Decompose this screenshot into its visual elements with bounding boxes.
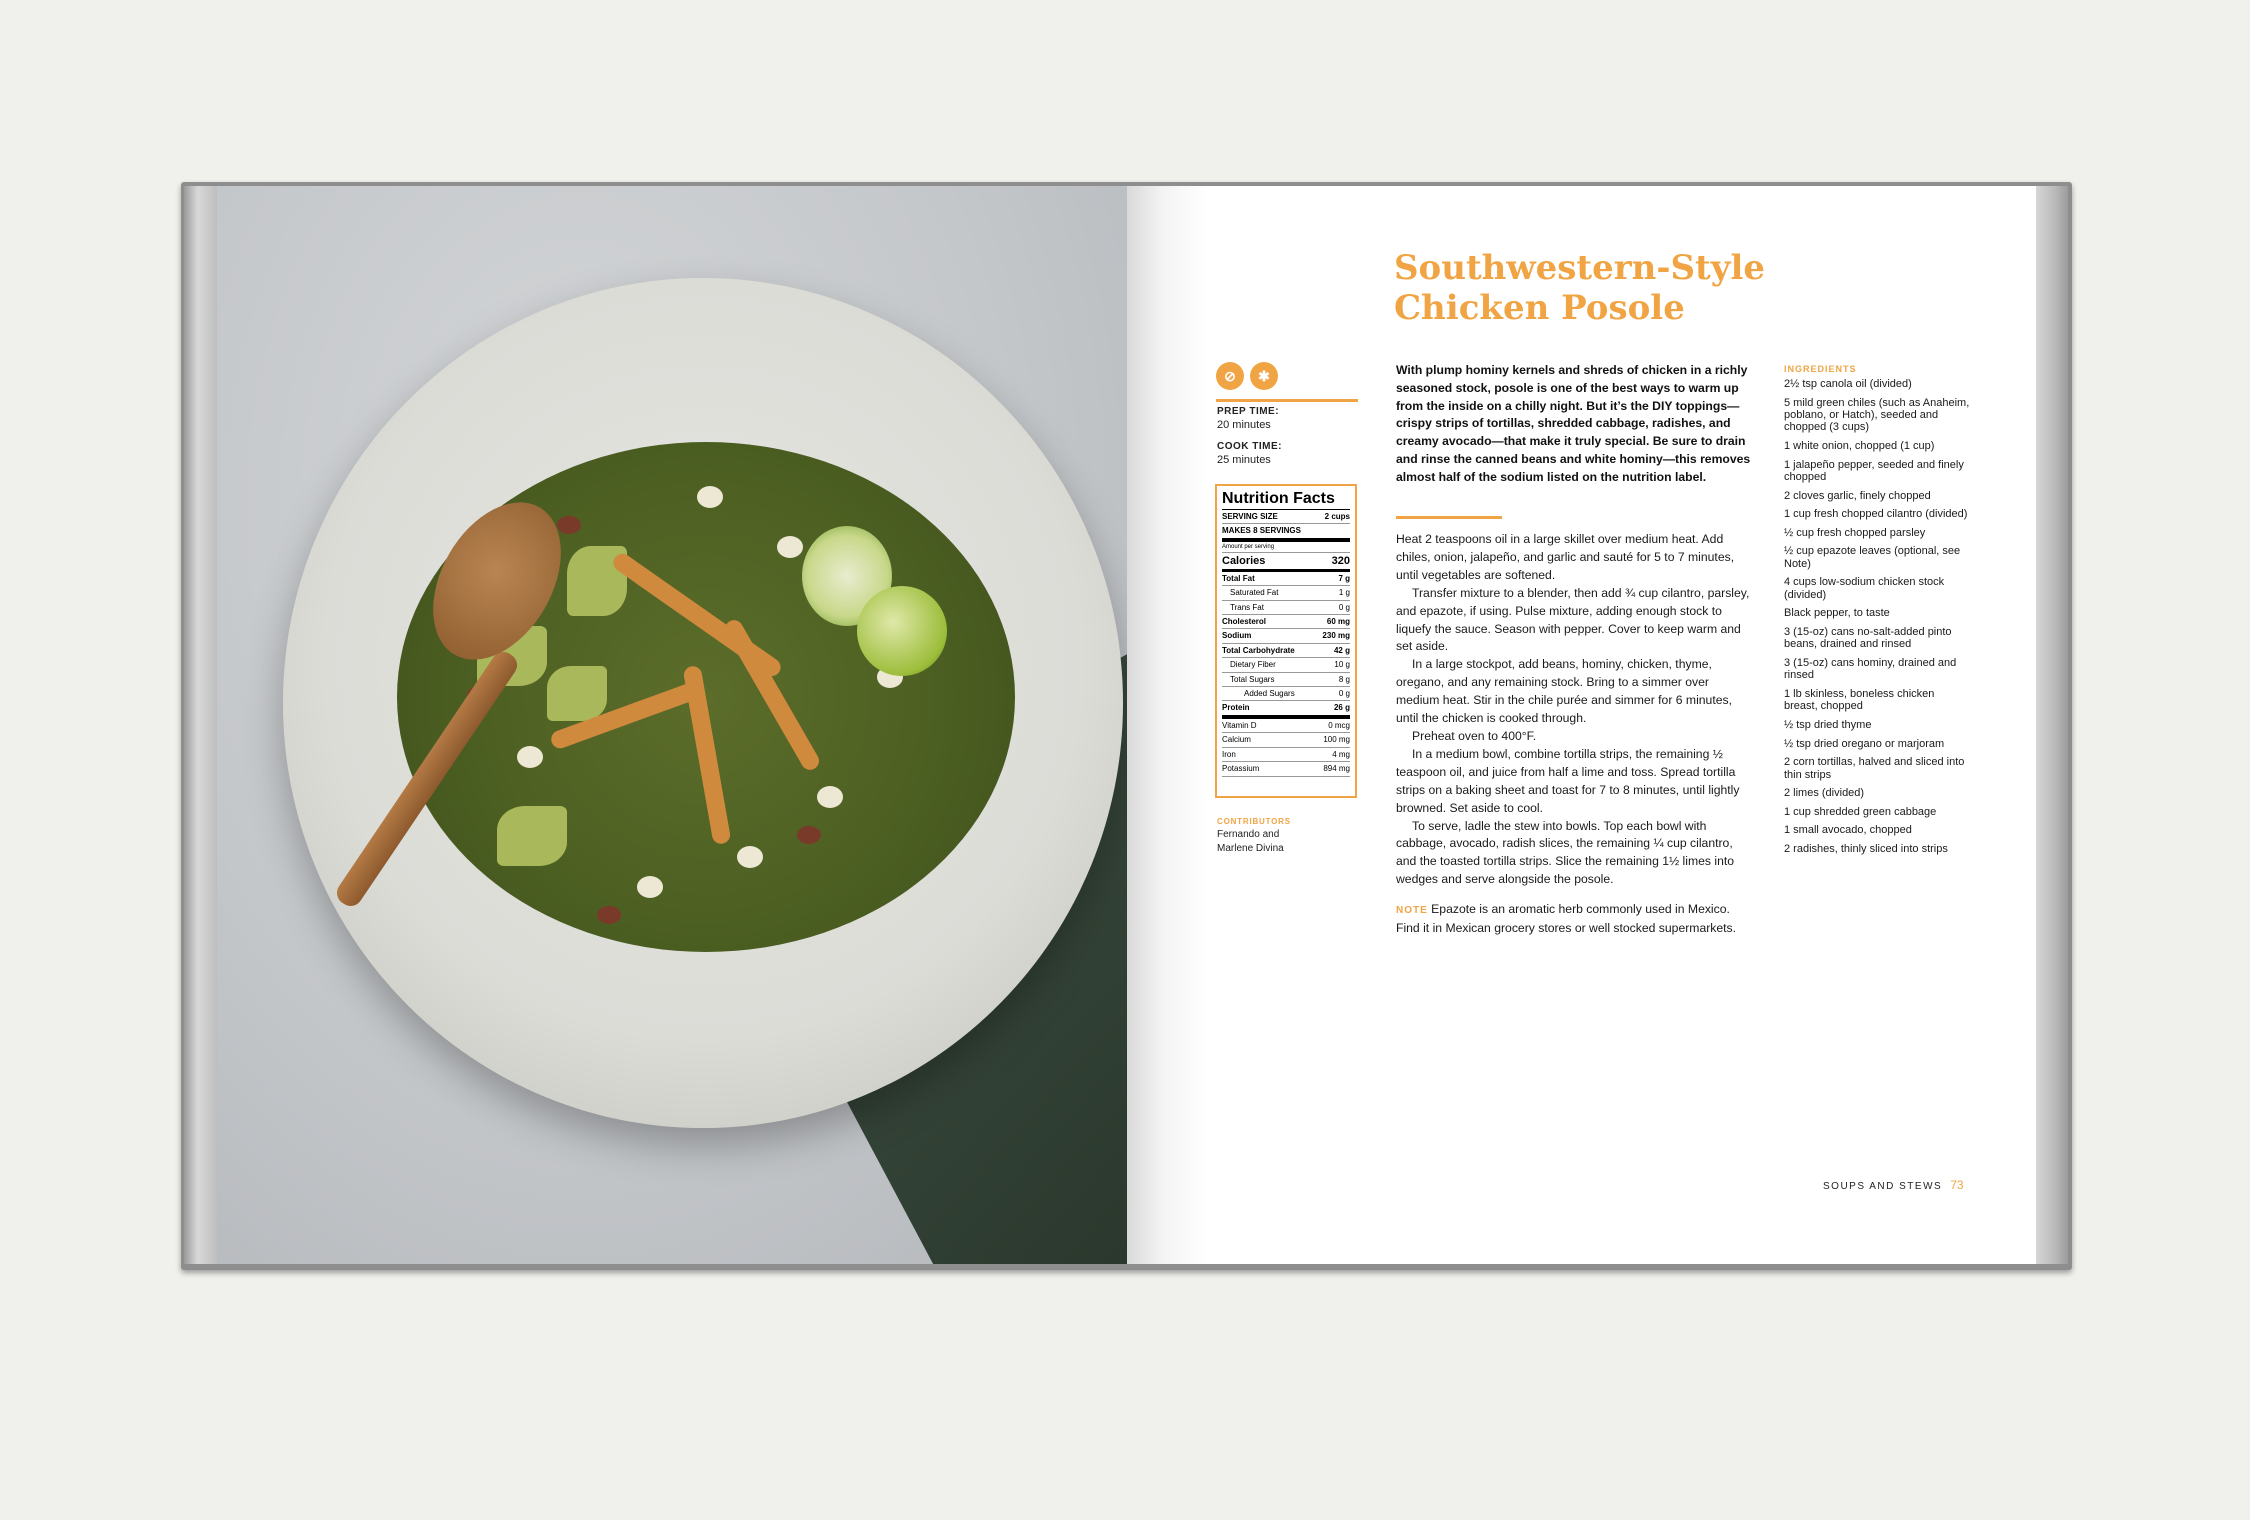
calories-row: Calories 320 [1222, 553, 1350, 572]
nutrient-row: Cholesterol 60 mg [1222, 615, 1350, 629]
hominy-kernel [637, 876, 663, 898]
sidebar-rule [1216, 399, 1358, 402]
page-edges-left [184, 186, 218, 1264]
ingredient-item: ½ cup epazote leaves (optional, see Note) [1784, 545, 1961, 570]
ingredient-item: Black pepper, to taste [1784, 607, 1890, 620]
ingredients-heading: INGREDIENTS [1784, 364, 1857, 374]
title-line-1: Southwestern-Style [1394, 248, 1766, 288]
hominy-kernel [517, 746, 543, 768]
hominy-kernel [777, 536, 803, 558]
nutrient-row: Total Carbohydrate 42 g [1222, 644, 1350, 658]
recipe-photo [217, 186, 1127, 1264]
ingredient-item: 1 cup shredded green cabbage [1784, 805, 1937, 818]
ingredient-item: 2 cloves garlic, finely chopped [1784, 489, 1931, 502]
ingredient-item: ½ cup fresh chopped parsley [1784, 526, 1926, 539]
method-step: Heat 2 teaspoons oil in a large skillet over medium heat. Add chiles, onion, jalapeño, and garlic and sauté for 5 to 7 minutes, until vegetables are softened. [1396, 532, 1735, 582]
method-step: To serve, ladle the stew into bowls. Top each bowl with cabbage, avocado, radish slices, the remaining ¼ cup cilantro, and the toasted tortilla strips. Slice the remaining 1½ limes into wedges and serve alongside the posole. [1396, 818, 1735, 887]
hominy-kernel [817, 786, 843, 808]
prep-time-value: 20 minutes [1217, 419, 1271, 431]
avocado-chunk [547, 666, 607, 721]
recipe-method [1396, 531, 1754, 889]
recipe-note [1396, 901, 1754, 938]
prep-time-label: PREP TIME: [1217, 406, 1280, 417]
ingredient-item: 2½ tsp canola oil (divided) [1784, 378, 1912, 390]
ingredient-item: 3 (15-oz) cans no-salt-added pinto beans, drained and rinsed [1784, 625, 1952, 651]
nutrient-rows [1222, 572, 1350, 777]
ingredient-item: 1 lb skinless, boneless chicken breast, chopped [1784, 687, 1935, 713]
nutrient-row: Vitamin D 0 mcg [1222, 719, 1350, 733]
nutrient-row: Total Sugars 8 g [1222, 673, 1350, 687]
serving-size-row: SERVING SIZE 2 cups [1222, 510, 1350, 524]
note-text: Epazote is an aromatic herb commonly used in Mexico. Find it in Mexican grocery stores or well stocked supermarkets. [1396, 902, 1737, 935]
lime-wedge [857, 586, 947, 676]
hominy-kernel [737, 846, 763, 868]
nutrient-row: Calcium 100 mg [1222, 733, 1350, 747]
nutrient-row: Sodium 230 mg [1222, 629, 1350, 643]
page-number: 73 [1950, 1178, 1964, 1192]
ingredient-item: 1 cup fresh chopped cilantro (divided) [1784, 508, 1968, 521]
nutrient-row: Total Fat 7 g [1222, 572, 1350, 586]
nutrient-row: Saturated Fat 1 g [1222, 586, 1350, 600]
note-label: NOTE [1396, 905, 1428, 916]
ingredient-item: ½ tsp dried oregano or marjoram [1784, 737, 1945, 750]
ingredient-item: 4 cups low-sodium chicken stock (divided) [1784, 576, 1945, 601]
recipe-title [1394, 248, 1774, 328]
ingredient-item: 3 (15-oz) cans hominy, drained and rinsed [1784, 656, 1957, 682]
page-edges-right [2036, 186, 2068, 1264]
ingredients-list [1784, 378, 1970, 862]
nutrient-row: Protein 26 g [1222, 701, 1350, 718]
method-step: Preheat oven to 400°F. [1412, 728, 1537, 743]
recipe-intro: With plump hominy kernels and shreds of chicken in a richly seasoned stock, posole is one of the best ways to warm up from the inside on a chilly night. But it’s the DIY toppings—crispy strips of tortillas, shredded cabbage, radishes, and creamy avocado—that make it truly special. Be sure to drain and rinse the canned beans and white hominy—this removes almost half of the sodium listed on the nutrition label. [1396, 363, 1751, 484]
avocado-chunk [497, 806, 567, 866]
pinto-bean [797, 826, 821, 844]
servings-row: MAKES 8 SERVINGS [1222, 524, 1350, 541]
hominy-kernel [697, 486, 723, 508]
ingredient-item: ½ tsp dried thyme [1784, 718, 1872, 731]
ingredient-item: 2 corn tortillas, halved and sliced into thin strips [1784, 756, 1965, 781]
nutrition-title: Nutrition Facts [1222, 490, 1350, 510]
nutrition-facts-panel [1215, 484, 1357, 798]
contributors-names: Fernando and Marlene Divina [1217, 829, 1284, 854]
nutrient-row: Potassium 894 mg [1222, 762, 1350, 776]
pinto-bean [557, 516, 581, 534]
nutrient-row: Trans Fat 0 g [1222, 601, 1350, 615]
pinto-bean [597, 906, 621, 924]
page-footer [1823, 1178, 1964, 1192]
title-line-2: Chicken Posole [1394, 288, 1685, 328]
section-name: SOUPS AND STEWS [1823, 1181, 1943, 1192]
amount-per-row: Amount per serving [1222, 542, 1350, 553]
method-step: Transfer mixture to a blender, then add ¾ cup cilantro, parsley, and epazote, if using. Pulse mixture, adding enough stock to liquefy the sauce. Season with pepper. Cover to keep warm and set aside. [1396, 585, 1750, 654]
ingredient-item: 2 radishes, thinly sliced into strips [1784, 842, 1948, 855]
method-step: In a large stockpot, add beans, hominy, chicken, thyme, oregano, and any remaining stock. Bring to a simmer over medium heat. Stir in the chile purée and simmer for 6 minutes, until the chicken is cooked through. [1396, 657, 1732, 726]
ingredient-item: 1 small avocado, chopped [1784, 824, 1912, 837]
cook-time-value: 25 minutes [1217, 454, 1271, 466]
dairy-free-icon: ✱ [1250, 362, 1278, 390]
diet-icons [1216, 362, 1278, 390]
ingredient-item: 1 white onion, chopped (1 cup) [1784, 440, 1935, 452]
method-step: In a medium bowl, combine tortilla strips, the remaining ½ teaspoon oil, and juice from half a lime and toss. Spread tortilla strips on a baking sheet and toast for 7 to 8 minutes, until lightly browned. Set aside to cool. [1396, 746, 1740, 815]
gluten-free-icon: ⊘ [1216, 362, 1244, 390]
intro-rule [1396, 516, 1502, 519]
ingredient-item: 1 jalapeño pepper, seeded and finely chopped [1784, 458, 1964, 483]
nutrient-row: Dietary Fiber 10 g [1222, 658, 1350, 672]
contributors-label: CONTRIBUTORS [1217, 817, 1291, 826]
cook-time-label: COOK TIME: [1217, 441, 1282, 452]
ingredient-item: 5 mild green chiles (such as Anaheim, poblano, or Hatch), seeded and chopped (3 cups) [1784, 396, 1970, 434]
ingredient-item: 2 limes (divided) [1784, 787, 1865, 800]
nutrient-row: Added Sugars 0 g [1222, 687, 1350, 701]
nutrient-row: Iron 4 mg [1222, 748, 1350, 762]
